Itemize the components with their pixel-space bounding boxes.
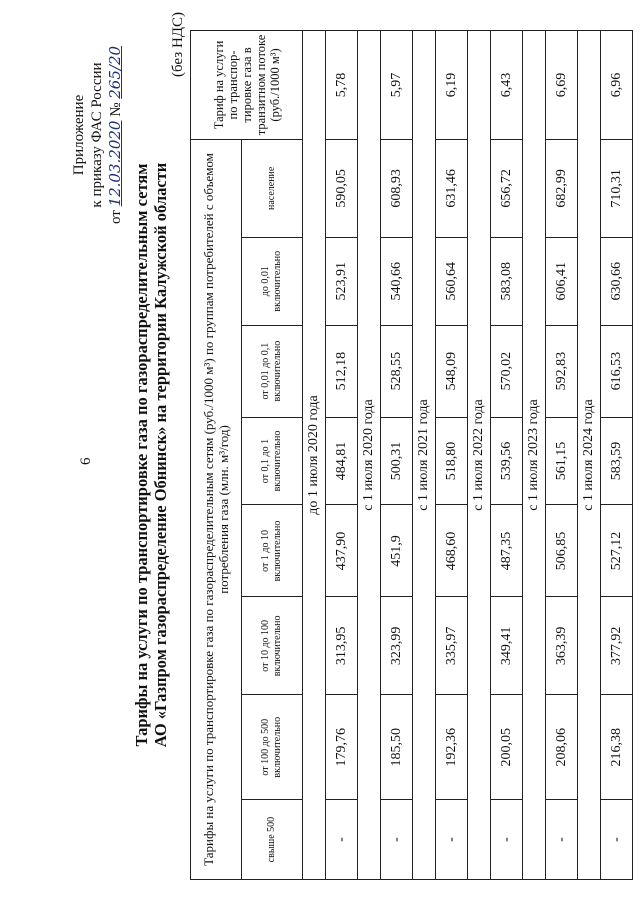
transit-header: Тариф на услуги по транспор-тировке газа в транзитном потоке (руб./1000 м³) (191, 31, 303, 140)
tariff-cell: 606,41 (546, 237, 578, 325)
tariff-cell: 200,05 (491, 695, 523, 800)
header-row-group (191, 31, 242, 880)
period-label: с 1 июля 2022 года (468, 31, 491, 880)
tariff-cell: 656,72 (491, 139, 523, 237)
tariff-cell: 216,38 (601, 695, 633, 800)
from-label: от (108, 210, 124, 225)
tariff-cell: 523,91 (326, 237, 358, 325)
page-number: 6 (78, 457, 94, 465)
tariff-cell: 6,96 (601, 31, 633, 140)
tariff-cell: 540,66 (381, 237, 413, 325)
tariff-cell: 512,18 (326, 325, 358, 417)
group-header: Тарифы на услуги по транспортировке газа по газораспределительным сетям (руб./1000 м³) по группам потребителей с объемом потребления газа (млн. м³/год) (191, 139, 242, 879)
tariff-cell: 527,12 (601, 505, 633, 597)
tariff-cell: 631,46 (436, 139, 468, 237)
period-row (413, 31, 436, 880)
appendix-date-line (106, 15, 125, 255)
table-row (491, 31, 523, 880)
table-row (381, 31, 413, 880)
tariff-cell: 349,41 (491, 597, 523, 695)
tariff-cell: 561,15 (546, 417, 578, 505)
tariff-cell: - (381, 800, 413, 880)
table-row (546, 31, 578, 880)
tariff-cell: 608,93 (381, 139, 413, 237)
tariff-cell: 616,53 (601, 325, 633, 417)
tariff-cell: 313,95 (326, 597, 358, 695)
table-row (326, 31, 358, 880)
handwritten-number: 265/20 (106, 45, 124, 99)
period-label: с 1 июля 2024 года (578, 31, 601, 880)
tariff-cell: - (436, 800, 468, 880)
tariff-cell: 630,66 (601, 237, 633, 325)
period-label: с 1 июля 2023 года (523, 31, 546, 880)
header-row-volumes (242, 31, 303, 880)
tariff-cell: 437,90 (326, 505, 358, 597)
col-header: от 1 до 10 включительно (242, 505, 303, 597)
tariff-cell: 185,50 (381, 695, 413, 800)
appendix-order: к приказу ФАС России (89, 62, 105, 208)
tariff-cell: 451,9 (381, 505, 413, 597)
tariff-cell: - (326, 800, 358, 880)
tariff-cell: 6,69 (546, 31, 578, 140)
tariff-cell: 583,08 (491, 237, 523, 325)
vat-note: (без НДС) (170, 11, 186, 77)
tariff-cell: 592,83 (546, 325, 578, 417)
tariff-cell: 570,02 (491, 325, 523, 417)
handwritten-date: 12.03.2020 (106, 120, 124, 207)
col-header: население (242, 139, 303, 237)
tariff-cell: 590,05 (326, 139, 358, 237)
tariff-cell: 5,78 (326, 31, 358, 140)
tariff-cell: 710,31 (601, 139, 633, 237)
tariff-cell: 560,64 (436, 237, 468, 325)
tariff-cell: 363,39 (546, 597, 578, 695)
period-row (468, 31, 491, 880)
col-header: от 0,01 до 0,1 включительно (242, 325, 303, 417)
tariff-cell: 468,60 (436, 505, 468, 597)
tariff-cell: 335,97 (436, 597, 468, 695)
table-row (601, 31, 633, 880)
col-header: свыше 500 (242, 800, 303, 880)
period-row (358, 31, 381, 880)
tariff-cell: 323,99 (381, 597, 413, 695)
tariff-cell: 487,35 (491, 505, 523, 597)
col-header: от 100 до 500 включительно (242, 695, 303, 800)
title-line-1: Тарифы на услуги по транспортировке газа по газораспределительным сетям (132, 163, 151, 747)
tariff-cell: - (601, 800, 633, 880)
tariff-cell: 682,99 (546, 139, 578, 237)
tariff-cell: - (491, 800, 523, 880)
title-line-2: АО «Газпром газораспределение Обнинск» на территории Калужской области (151, 162, 170, 748)
col-header: до 0,01 включительно (242, 237, 303, 325)
tariff-cell: 6,43 (491, 31, 523, 140)
period-label: с 1 июля 2020 года (358, 31, 381, 880)
table-row (436, 31, 468, 880)
col-header: от 10 до 100 включительно (242, 597, 303, 695)
tariff-cell: 548,09 (436, 325, 468, 417)
tariff-cell: 539,56 (491, 417, 523, 505)
tariff-cell: 500,31 (381, 417, 413, 505)
period-label: с 1 июля 2021 года (413, 31, 436, 880)
tariff-cell: 583,59 (601, 417, 633, 505)
tariff-cell: 518,80 (436, 417, 468, 505)
tariff-cell: 528,55 (381, 325, 413, 417)
tariff-cell: - (546, 800, 578, 880)
period-label: до 1 июля 2020 года (303, 31, 326, 880)
tariff-cell: 192,36 (436, 695, 468, 800)
period-row (303, 31, 326, 880)
tariff-cell: 208,06 (546, 695, 578, 800)
col-header: от 0,1 до 1 включительно (242, 417, 303, 505)
period-row (578, 31, 601, 880)
tariff-cell: 377,92 (601, 597, 633, 695)
period-row (523, 31, 546, 880)
tariff-cell: 179,76 (326, 695, 358, 800)
tariff-cell: 6,19 (436, 31, 468, 140)
number-label: № (108, 102, 124, 117)
tariff-cell: 484,81 (326, 417, 358, 505)
tariff-cell: 506,85 (546, 505, 578, 597)
document-title (132, 65, 170, 845)
appendix-block (70, 15, 125, 255)
tariff-table (190, 30, 633, 880)
tariff-cell: 5,97 (381, 31, 413, 140)
appendix-label: Приложение (71, 94, 87, 176)
